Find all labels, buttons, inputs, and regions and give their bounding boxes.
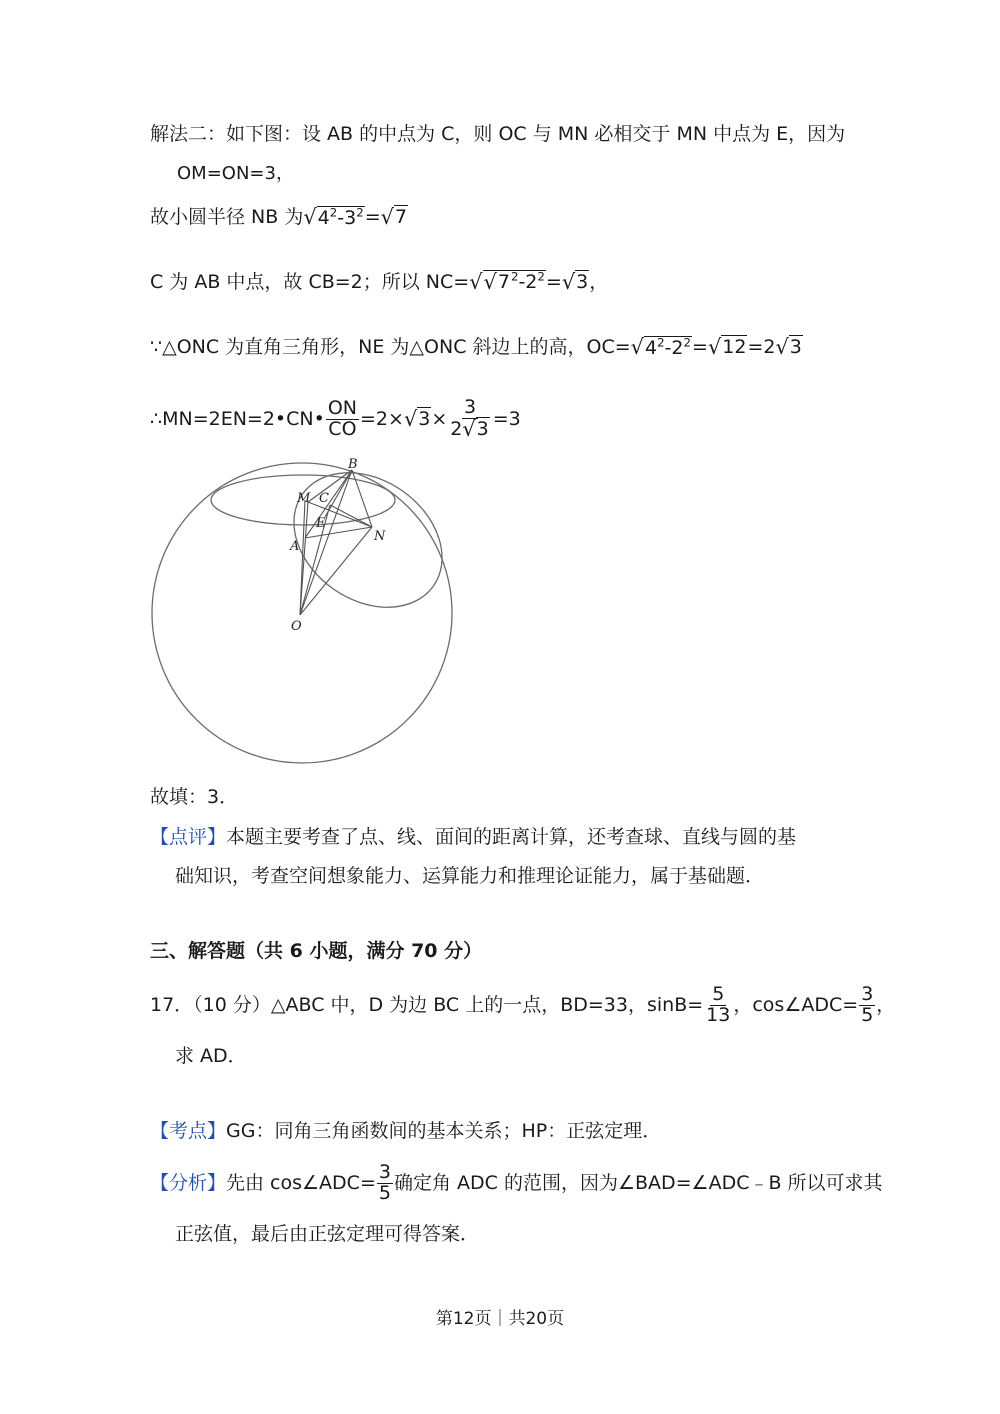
line6-frac2-num: 3 — [463, 396, 477, 418]
solution2-line4 — [150, 272, 608, 293]
problem17-line2: 求 AD． — [175, 1045, 247, 1067]
label-A: A — [290, 539, 300, 554]
line6-sqrt: √3 — [403, 406, 431, 431]
problem17-prefix: 17．（10 分）△ABC 中，D 为边 BC 上的一点，BD=33，sinB= — [150, 993, 704, 1016]
line6-frac-num: ON — [327, 397, 357, 419]
section3-heading: 三、解答题（共 6 小题，满分 70 分） — [150, 940, 483, 962]
comment-line2: 础知识，考查空间想象能力、运算能力和推理论证能力，属于基础题． — [175, 865, 765, 887]
line5-sqrt: $√4^2-2^2$ — [630, 335, 692, 359]
solution2-line6 — [150, 398, 521, 441]
fenxi-suffix: 确定角 ADC 的范围，因为∠BAD=∠ADC﹣B 所以可求其 — [393, 1171, 883, 1194]
line4-exp-b: 2 — [537, 270, 545, 284]
line3-result: 7 — [394, 205, 408, 228]
line5-result: 3 — [789, 335, 802, 358]
line6-times: × — [431, 407, 448, 430]
line4-eq: = — [545, 271, 562, 294]
kaodian-line — [150, 1122, 661, 1141]
label-N: N — [374, 529, 386, 544]
line5-eq: = — [692, 335, 708, 358]
problem17-mid: ，cos∠ADC= — [733, 993, 859, 1016]
line5-prefix: ∵△ONC 为直角三角形，NE 为△ONC 斜边上的高，OC= — [150, 335, 631, 358]
line4-prefix: C 为 AB 中点，故 CB=2；所以 NC= — [150, 271, 470, 294]
line5-exp-b: 2 — [683, 335, 692, 350]
line6-result: =3 — [492, 407, 521, 430]
line6-frac2 — [448, 398, 492, 441]
line3-result-sqrt: √7 — [380, 205, 408, 229]
cos-num: 3 — [861, 983, 874, 1005]
label-M: M — [297, 491, 311, 506]
fenxi-line2: 正弦值，最后由正弦定理可得答案． — [175, 1223, 480, 1245]
problem17-suffix: ， — [876, 993, 896, 1016]
line4-minus: -2 — [518, 271, 538, 294]
line3-minus: -3 — [337, 206, 357, 229]
line5-exp-a: 2 — [657, 335, 665, 350]
sphere-figure — [140, 450, 470, 775]
line6-prefix: ∴MN=2EN=2•CN• — [150, 407, 325, 430]
line3-exp-b: 2 — [356, 205, 364, 220]
comment-text1: 本题主要考查了点、线、面间的距离计算，还考查球、直线与圆的基 — [226, 826, 797, 848]
fenxi-frac — [377, 1163, 393, 1204]
line6-sqrt-val: 3 — [418, 407, 431, 430]
answer-fill: 故填：3． — [150, 786, 239, 808]
line3-sqrt: $√4^2-3^2$ — [303, 205, 364, 229]
label-E: E — [316, 516, 326, 531]
solution2-line2: OM=ON=3， — [177, 163, 294, 184]
sinB-frac — [704, 985, 732, 1026]
line4-rad-a: 7 — [497, 271, 510, 294]
line6-frac2-den-sqrt-val: 3 — [476, 417, 489, 440]
fenxi-line1 — [150, 1163, 883, 1204]
solution2-line5 — [150, 337, 803, 358]
line4-result-sqrt: √3 — [561, 270, 589, 295]
line5-result-sqrt: √3 — [775, 335, 802, 359]
line6-frac-den: CO — [328, 417, 357, 440]
line3-exp-a: 2 — [329, 205, 338, 220]
fenxi-prefix: 先由 cos∠ADC= — [226, 1171, 376, 1194]
fenxi-frac-den: 5 — [378, 1181, 391, 1204]
label-B: B — [348, 457, 358, 472]
segment-ON — [300, 527, 372, 615]
line4-result: 3 — [576, 271, 589, 294]
solution2-line3 — [150, 207, 408, 228]
line3-prefix: 故小圆半径 NB 为 — [150, 205, 304, 228]
line5-rad-a: 4 — [644, 336, 658, 359]
label-O: O — [291, 619, 302, 634]
cos-den: 5 — [861, 1003, 874, 1026]
sinB-den: 13 — [706, 1003, 731, 1026]
line4-inner-sqrt: √7 — [483, 270, 510, 295]
line4-exp-a: 2 — [510, 270, 519, 284]
line6-mid: =2× — [360, 407, 404, 430]
line4-suffix: ， — [589, 271, 609, 294]
line3-rad-a: 4 — [317, 206, 330, 229]
label-C: C — [319, 491, 329, 506]
problem17-line1 — [150, 985, 895, 1026]
line4-sqrt: $√√7^2-2^2$ — [469, 270, 545, 295]
kaodian-tag: 【考点】 — [150, 1120, 227, 1142]
line6-frac2-den — [448, 416, 492, 441]
kaodian-text: GG：同角三角函数间的基本关系；HP：正弦定理． — [226, 1120, 662, 1142]
comment-line1 — [150, 828, 796, 847]
page-footer: 第12页｜共20页 — [435, 1309, 565, 1329]
solution2-line1: 解法二：如下图：设 AB 的中点为 C，则 OC 与 MN 必相交于 MN 中点为 E，因为 — [150, 123, 846, 145]
line5-eq2: =2 — [747, 335, 776, 358]
fenxi-tag: 【分析】 — [150, 1171, 227, 1194]
cos-frac — [859, 985, 875, 1026]
line5-mid: 12 — [722, 335, 747, 358]
line3-eq: = — [364, 205, 381, 228]
line5-minus: -2 — [664, 336, 684, 359]
fenxi-frac-num: 3 — [378, 1161, 391, 1183]
line6-frac — [326, 399, 359, 440]
line5-mid-sqrt: √12 — [707, 335, 747, 359]
line6-frac2-den-prefix: 2 — [450, 417, 463, 440]
line6-frac2-den-sqrt: √3 — [462, 416, 489, 441]
sinB-num: 5 — [712, 983, 725, 1005]
comment-tag: 【点评】 — [150, 826, 227, 848]
